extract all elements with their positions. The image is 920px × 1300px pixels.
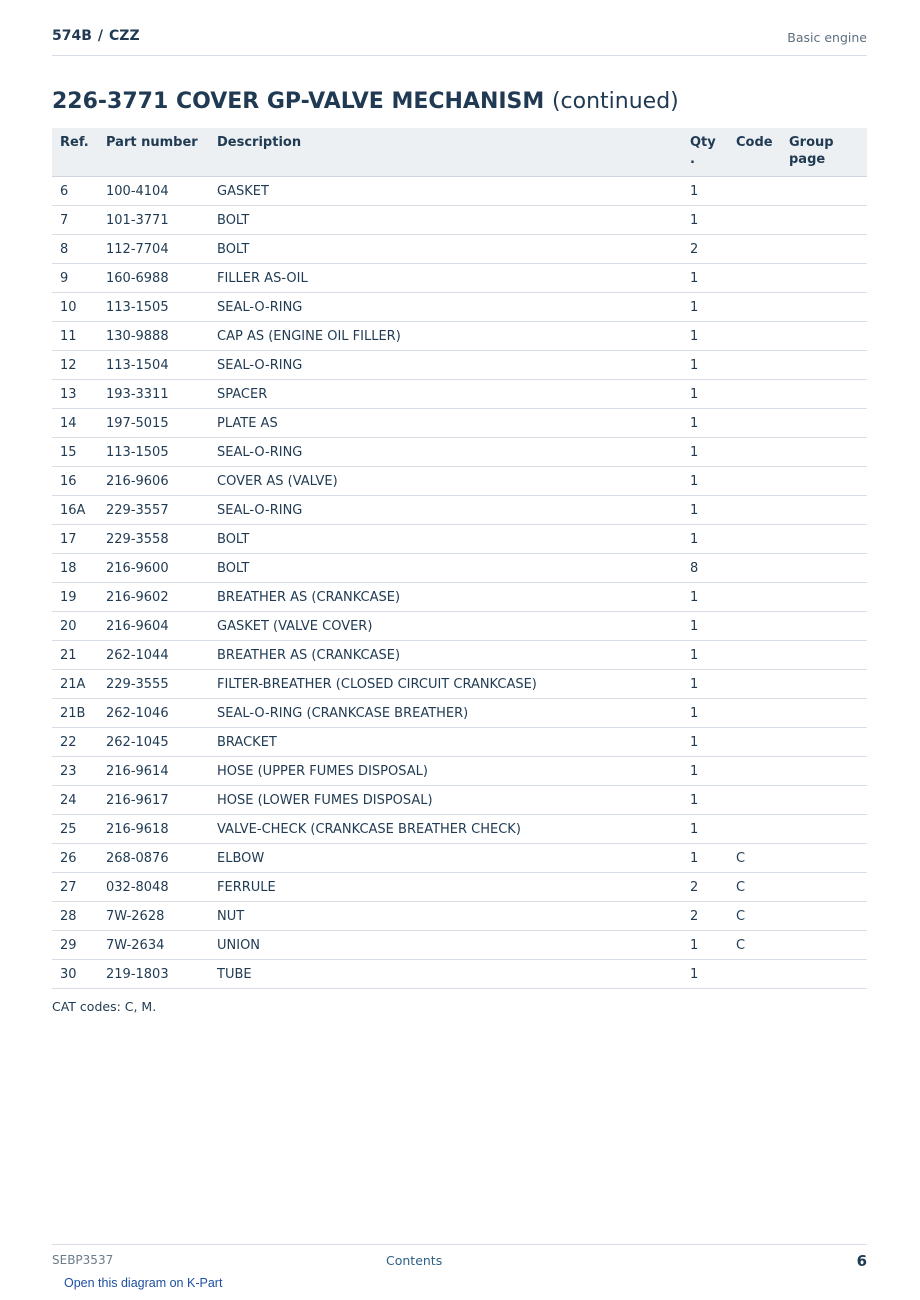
open-in-kpart-link[interactable]: Open this diagram on K-Part xyxy=(64,1276,223,1290)
cell-group-page xyxy=(781,699,867,728)
table-row xyxy=(52,786,867,815)
cell-group-page xyxy=(781,612,867,641)
cell-group-page xyxy=(781,960,867,989)
cell-description: BOLT xyxy=(209,235,682,264)
cell-group-page xyxy=(781,206,867,235)
cell-qty: 1 xyxy=(682,757,728,786)
breadcrumb-separator: / xyxy=(97,28,104,44)
cell-qty: 1 xyxy=(682,815,728,844)
model-code: 574B xyxy=(52,28,92,44)
cell-description: SEAL-O-RING xyxy=(209,293,682,322)
cell-ref: 27 xyxy=(52,873,98,902)
cell-ref: 22 xyxy=(52,728,98,757)
cell-qty: 1 xyxy=(682,322,728,351)
cell-ref: 20 xyxy=(52,612,98,641)
table-row xyxy=(52,815,867,844)
cell-part-number: 216-9604 xyxy=(98,612,209,641)
cell-code xyxy=(728,641,781,670)
cell-qty: 1 xyxy=(682,496,728,525)
cell-description: SEAL-O-RING (CRANKCASE BREATHER) xyxy=(209,699,682,728)
cell-description: SEAL-O-RING xyxy=(209,351,682,380)
table-row xyxy=(52,902,867,931)
cell-part-number: 262-1046 xyxy=(98,699,209,728)
cell-description: SPACER xyxy=(209,380,682,409)
cell-description: BREATHER AS (CRANKCASE) xyxy=(209,641,682,670)
cell-qty: 1 xyxy=(682,351,728,380)
cell-part-number: 229-3557 xyxy=(98,496,209,525)
cell-group-page xyxy=(781,670,867,699)
cell-ref: 24 xyxy=(52,786,98,815)
cell-group-page xyxy=(781,293,867,322)
cell-code xyxy=(728,960,781,989)
section-name: Basic engine xyxy=(787,30,867,45)
cell-part-number: 100-4104 xyxy=(98,177,209,206)
cell-qty: 1 xyxy=(682,931,728,960)
cell-group-page xyxy=(781,902,867,931)
page-number: 6 xyxy=(856,1252,867,1270)
cell-qty: 1 xyxy=(682,177,728,206)
cell-code xyxy=(728,293,781,322)
cell-qty: 1 xyxy=(682,670,728,699)
cell-ref: 21 xyxy=(52,641,98,670)
cell-part-number: 101-3771 xyxy=(98,206,209,235)
cell-group-page xyxy=(781,467,867,496)
table-row xyxy=(52,409,867,438)
cell-qty: 1 xyxy=(682,525,728,554)
cell-part-number: 113-1504 xyxy=(98,351,209,380)
column-header-group-page: Group page xyxy=(781,128,867,177)
cell-part-number: 7W-2628 xyxy=(98,902,209,931)
cell-description: VALVE-CHECK (CRANKCASE BREATHER CHECK) xyxy=(209,815,682,844)
page-footer xyxy=(52,1244,867,1275)
continued-label: (continued) xyxy=(551,89,679,114)
cell-description: PLATE AS xyxy=(209,409,682,438)
cell-group-page xyxy=(781,235,867,264)
table-row xyxy=(52,670,867,699)
cell-ref: 12 xyxy=(52,351,98,380)
cell-group-page xyxy=(781,873,867,902)
cell-code xyxy=(728,322,781,351)
group-title: 226-3771 COVER GP-VALVE MECHANISM xyxy=(52,89,545,114)
cell-qty: 2 xyxy=(682,902,728,931)
table-row xyxy=(52,322,867,351)
table-row xyxy=(52,438,867,467)
cell-group-page xyxy=(781,496,867,525)
cell-group-page xyxy=(781,583,867,612)
cell-part-number: 112-7704 xyxy=(98,235,209,264)
document-id: SEBP3537 xyxy=(52,1253,114,1267)
cell-ref: 10 xyxy=(52,293,98,322)
cell-description: BOLT xyxy=(209,206,682,235)
cell-ref: 8 xyxy=(52,235,98,264)
cell-description: FILTER-BREATHER (CLOSED CIRCUIT CRANKCASE) xyxy=(209,670,682,699)
table-row xyxy=(52,235,867,264)
cell-group-page xyxy=(781,409,867,438)
cell-group-page xyxy=(781,728,867,757)
cell-ref: 15 xyxy=(52,438,98,467)
cell-code xyxy=(728,409,781,438)
cell-qty: 2 xyxy=(682,235,728,264)
cell-qty: 1 xyxy=(682,438,728,467)
cell-description: FERRULE xyxy=(209,873,682,902)
cell-group-page xyxy=(781,322,867,351)
column-header-ref: Ref. xyxy=(52,128,98,177)
cell-part-number: 113-1505 xyxy=(98,438,209,467)
column-header-code: Code xyxy=(728,128,781,177)
cell-qty: 1 xyxy=(682,380,728,409)
table-row xyxy=(52,583,867,612)
cell-ref: 26 xyxy=(52,844,98,873)
cell-code xyxy=(728,554,781,583)
cell-part-number: 216-9614 xyxy=(98,757,209,786)
cell-code xyxy=(728,467,781,496)
cell-description: TUBE xyxy=(209,960,682,989)
cell-qty: 1 xyxy=(682,844,728,873)
cell-code xyxy=(728,786,781,815)
cell-description: SEAL-O-RING xyxy=(209,496,682,525)
cell-ref: 21B xyxy=(52,699,98,728)
cell-ref: 16A xyxy=(52,496,98,525)
cell-code xyxy=(728,264,781,293)
cell-description: BRACKET xyxy=(209,728,682,757)
cell-part-number: 262-1044 xyxy=(98,641,209,670)
cell-ref: 13 xyxy=(52,380,98,409)
cell-group-page xyxy=(781,757,867,786)
cell-description: NUT xyxy=(209,902,682,931)
cell-qty: 2 xyxy=(682,873,728,902)
cell-qty: 1 xyxy=(682,409,728,438)
table-row xyxy=(52,699,867,728)
cell-part-number: 219-1803 xyxy=(98,960,209,989)
column-header-description: Description xyxy=(209,128,682,177)
table-row xyxy=(52,554,867,583)
cell-ref: 7 xyxy=(52,206,98,235)
cell-group-page xyxy=(781,177,867,206)
cell-part-number: 229-3558 xyxy=(98,525,209,554)
cell-part-number: 216-9602 xyxy=(98,583,209,612)
cell-description: BOLT xyxy=(209,525,682,554)
cell-ref: 29 xyxy=(52,931,98,960)
cell-code xyxy=(728,235,781,264)
cell-group-page xyxy=(781,351,867,380)
cell-code xyxy=(728,438,781,467)
table-row xyxy=(52,612,867,641)
cell-code xyxy=(728,699,781,728)
cell-ref: 25 xyxy=(52,815,98,844)
cell-group-page xyxy=(781,844,867,873)
cell-group-page xyxy=(781,554,867,583)
cell-part-number: 197-5015 xyxy=(98,409,209,438)
column-header-qty: Qty . xyxy=(682,128,728,177)
cell-ref: 30 xyxy=(52,960,98,989)
table-row xyxy=(52,844,867,873)
cell-part-number: 7W-2634 xyxy=(98,931,209,960)
cell-group-page xyxy=(781,525,867,554)
cell-part-number: 216-9618 xyxy=(98,815,209,844)
table-row xyxy=(52,293,867,322)
cell-code: C xyxy=(728,931,781,960)
cell-part-number: 032-8048 xyxy=(98,873,209,902)
page-header xyxy=(52,28,867,56)
cell-group-page xyxy=(781,641,867,670)
table-row xyxy=(52,264,867,293)
cell-code xyxy=(728,583,781,612)
cell-description: FILLER AS-OIL xyxy=(209,264,682,293)
table-row xyxy=(52,757,867,786)
cell-group-page xyxy=(781,438,867,467)
cell-code xyxy=(728,177,781,206)
cell-description: SEAL-O-RING xyxy=(209,438,682,467)
cell-ref: 14 xyxy=(52,409,98,438)
cell-ref: 16 xyxy=(52,467,98,496)
contents-link[interactable]: Contents xyxy=(386,1253,443,1268)
cell-qty: 1 xyxy=(682,786,728,815)
cell-part-number: 216-9600 xyxy=(98,554,209,583)
table-row xyxy=(52,525,867,554)
cell-qty: 1 xyxy=(682,641,728,670)
table-row xyxy=(52,931,867,960)
cell-qty: 1 xyxy=(682,206,728,235)
cell-description: GASKET xyxy=(209,177,682,206)
cell-ref: 9 xyxy=(52,264,98,293)
cell-code xyxy=(728,380,781,409)
cell-qty: 1 xyxy=(682,264,728,293)
cell-group-page xyxy=(781,786,867,815)
cell-code xyxy=(728,815,781,844)
cell-description: CAP AS (ENGINE OIL FILLER) xyxy=(209,322,682,351)
cell-group-page xyxy=(781,815,867,844)
cell-description: HOSE (UPPER FUMES DISPOSAL) xyxy=(209,757,682,786)
cell-description: BOLT xyxy=(209,554,682,583)
cell-qty: 1 xyxy=(682,293,728,322)
breadcrumb xyxy=(52,28,140,44)
cell-description: UNION xyxy=(209,931,682,960)
cell-qty: 1 xyxy=(682,960,728,989)
cell-ref: 11 xyxy=(52,322,98,351)
cell-part-number: 216-9606 xyxy=(98,467,209,496)
parts-table xyxy=(52,128,867,989)
cell-code xyxy=(728,206,781,235)
cell-ref: 28 xyxy=(52,902,98,931)
cell-ref: 17 xyxy=(52,525,98,554)
table-row xyxy=(52,351,867,380)
cell-description: ELBOW xyxy=(209,844,682,873)
cell-part-number: 160-6988 xyxy=(98,264,209,293)
cell-code xyxy=(728,496,781,525)
cell-qty: 1 xyxy=(682,467,728,496)
cell-qty: 1 xyxy=(682,612,728,641)
cell-group-page xyxy=(781,264,867,293)
cell-part-number: 229-3555 xyxy=(98,670,209,699)
cell-part-number: 262-1045 xyxy=(98,728,209,757)
cell-description: COVER AS (VALVE) xyxy=(209,467,682,496)
table-row xyxy=(52,960,867,989)
cell-part-number: 130-9888 xyxy=(98,322,209,351)
cell-code xyxy=(728,351,781,380)
cell-part-number: 216-9617 xyxy=(98,786,209,815)
cell-ref: 21A xyxy=(52,670,98,699)
cell-code: C xyxy=(728,844,781,873)
table-row xyxy=(52,496,867,525)
cell-part-number: 113-1505 xyxy=(98,293,209,322)
cell-group-page xyxy=(781,931,867,960)
cell-code xyxy=(728,525,781,554)
table-row xyxy=(52,467,867,496)
cell-qty: 8 xyxy=(682,554,728,583)
cell-group-page xyxy=(781,380,867,409)
table-row xyxy=(52,728,867,757)
cell-part-number: 193-3311 xyxy=(98,380,209,409)
cell-code xyxy=(728,728,781,757)
page-title xyxy=(52,89,679,114)
cell-qty: 1 xyxy=(682,699,728,728)
cell-description: GASKET (VALVE COVER) xyxy=(209,612,682,641)
cell-ref: 6 xyxy=(52,177,98,206)
table-row xyxy=(52,380,867,409)
cell-code: C xyxy=(728,873,781,902)
cell-code: C xyxy=(728,902,781,931)
cell-qty: 1 xyxy=(682,728,728,757)
cat-codes-note: CAT codes: C, M. xyxy=(52,999,157,1014)
cell-ref: 18 xyxy=(52,554,98,583)
cell-ref: 19 xyxy=(52,583,98,612)
cell-qty: 1 xyxy=(682,583,728,612)
cell-description: BREATHER AS (CRANKCASE) xyxy=(209,583,682,612)
table-row xyxy=(52,641,867,670)
cell-code xyxy=(728,612,781,641)
serial-prefix: CZZ xyxy=(109,28,140,44)
cell-ref: 23 xyxy=(52,757,98,786)
cell-description: HOSE (LOWER FUMES DISPOSAL) xyxy=(209,786,682,815)
table-row xyxy=(52,873,867,902)
table-row xyxy=(52,177,867,206)
cell-code xyxy=(728,757,781,786)
table-header-row xyxy=(52,128,867,177)
cell-part-number: 268-0876 xyxy=(98,844,209,873)
cell-code xyxy=(728,670,781,699)
table-row xyxy=(52,206,867,235)
column-header-part-number: Part number xyxy=(98,128,209,177)
